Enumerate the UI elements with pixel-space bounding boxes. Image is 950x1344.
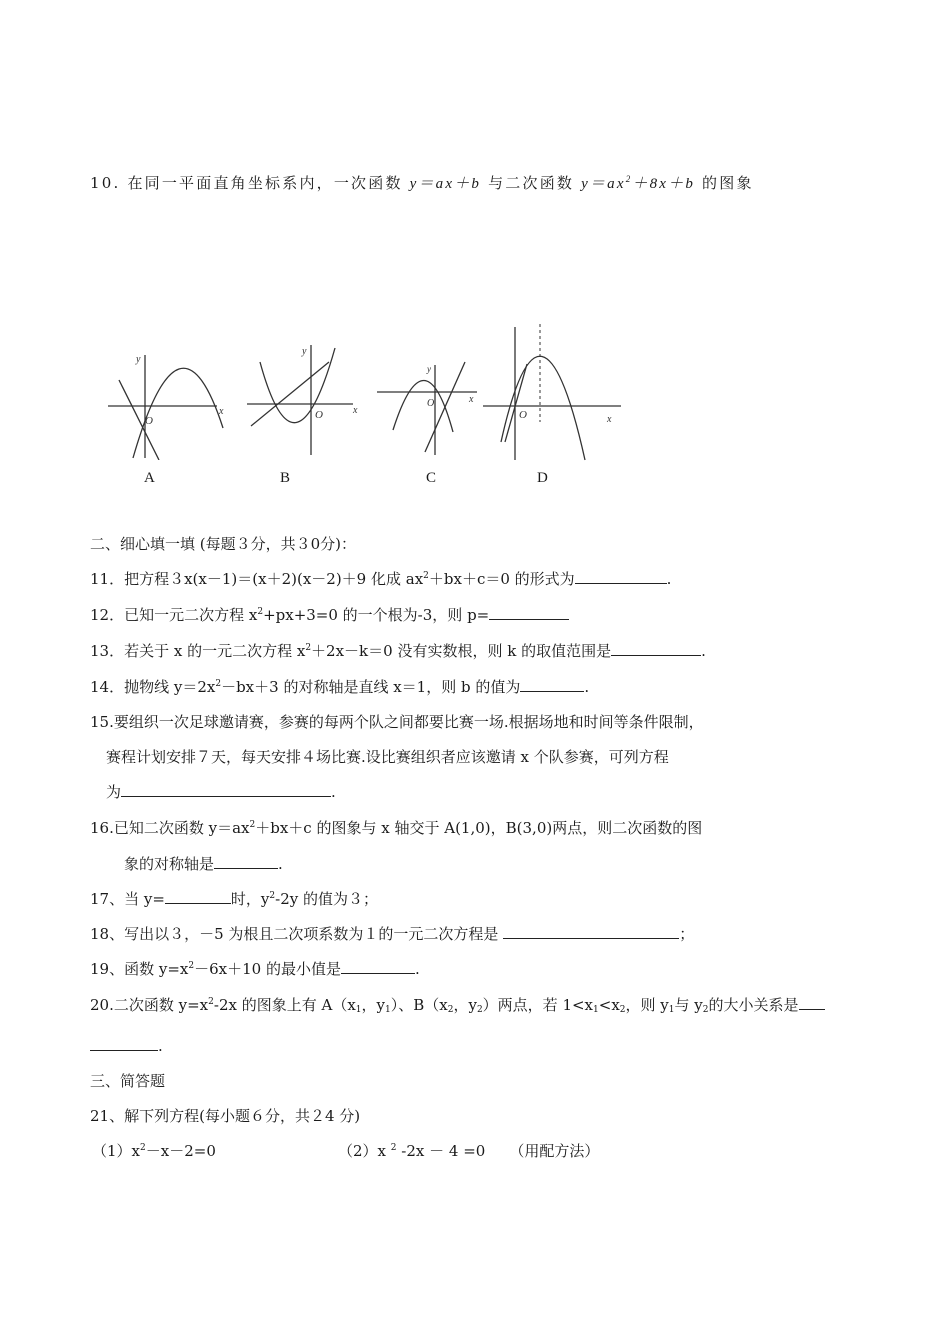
graph-label-b: B	[280, 470, 291, 486]
answer-blank[interactable]	[575, 569, 667, 584]
linear-function: y＝ax＋b	[409, 176, 482, 192]
question-21-part-1: $(1)x^2-x-2=0$	[92, 1142, 216, 1160]
graph-b	[245, 340, 365, 460]
answer-blank[interactable]	[503, 924, 679, 939]
x-axis-label: x	[469, 394, 474, 405]
question-number: 10.	[90, 174, 121, 192]
question-15-line-2: 赛程计划安排７天，每天安排４场比赛.设比赛组织者应该邀请 x 个队参赛，可列方程	[106, 748, 669, 766]
question-text: 与二次函数	[488, 174, 575, 192]
question-20-continued: .	[90, 1036, 163, 1056]
x-axis-label: x	[607, 414, 612, 425]
graph-d	[483, 322, 623, 462]
section-3-heading: 三、简答题	[90, 1072, 166, 1090]
answer-blank[interactable]	[520, 677, 584, 692]
question-10	[90, 173, 754, 194]
answer-blank[interactable]	[611, 641, 701, 656]
graph-c	[375, 360, 485, 460]
answer-blank[interactable]	[121, 782, 331, 797]
method-note: （用配方法）	[509, 1142, 600, 1160]
y-axis-label: y	[136, 354, 141, 365]
graph-label-d: D	[537, 470, 548, 486]
question-15-line-1: 15.要组织一次足球邀请赛，参赛的每两个队之间都要比赛一场.根据场地和时间等条件限制，	[90, 713, 704, 731]
question-18: 18、写出以３，－5 为根且二次项系数为１的一元二次方程是 ；	[90, 925, 695, 943]
answer-blank[interactable]	[341, 959, 415, 974]
graph-label-a: A	[144, 470, 155, 486]
answer-blank[interactable]	[799, 995, 825, 1010]
origin-label: O	[427, 398, 435, 409]
origin-label: O	[519, 409, 527, 421]
origin-label: O	[315, 409, 323, 421]
question-16-line-2: 象的对称轴是 .	[124, 855, 283, 873]
question-text: 在同一平面直角坐标系内，一次函数	[127, 174, 403, 192]
question-16-line-1: 16.已知二次函数 $y=ax^2+bx+c$ 的图象与 x 轴交于 A(1,0)，B(3,0)两点，则二次函数的图	[90, 819, 703, 837]
x-axis-label: x	[219, 406, 224, 417]
question-12: 12．已知一元二次方程 $x^2+px+3=0$ 的一个根为-3，则 p=	[90, 605, 569, 625]
answer-blank[interactable]	[489, 605, 569, 620]
y-axis-label: y	[427, 364, 431, 374]
origin-label: O	[145, 415, 153, 427]
answer-blank[interactable]	[165, 889, 231, 904]
question-11: 11．把方程３x(x－1)＝(x＋2)(x－2)＋9 化成 $ax^2+bx+c=0$ 的形式为 .	[90, 570, 672, 588]
graph-label-c: C	[426, 470, 437, 486]
question-20: 20.二次函数 $y=x^2-2x$ 的图象上有 $A(x_1$，$y_1$）、$B(x_2$，$y_2$）两点，若 $1<x_1<x_2$，则 $y_1$与 $y_2$的大小关系是	[90, 995, 825, 1015]
question-15-line-3: 为 .	[106, 783, 336, 801]
x-axis-label: x	[353, 405, 358, 416]
question-14: 14．抛物线 $y=2x^2-bx+3$ 的对称轴是直线 x＝1，则 b 的值为 .	[90, 678, 590, 696]
question-17: 17、当 y= 时，$y^2-2y$ 的值为３；	[90, 890, 378, 908]
question-21-part-2: （2）x $^2$ -2x － 4 =0 （用配方法）	[338, 1142, 600, 1160]
question-text: 的图象	[702, 174, 754, 192]
quadratic-function: $y=ax^2+8x+b$	[581, 174, 696, 192]
question-19: 19、函数 $y=x^2-6x+10$ 的最小值是 .	[90, 960, 420, 978]
answer-blank[interactable]	[214, 854, 278, 869]
y-axis-label: y	[302, 346, 307, 357]
question-21-title: 21、解下列方程(每小题６分，共２4 分)	[90, 1107, 361, 1125]
question-13: 13．若关于 x 的一元二次方程 $x^2+2x-k=0$ 没有实数根，则 k 的取值范围是 .	[90, 642, 706, 660]
graph-a	[105, 350, 230, 460]
answer-blank[interactable]	[90, 1036, 158, 1051]
section-2-heading: 二、细心填一填 (每题３分，共３0分)：	[90, 535, 357, 553]
